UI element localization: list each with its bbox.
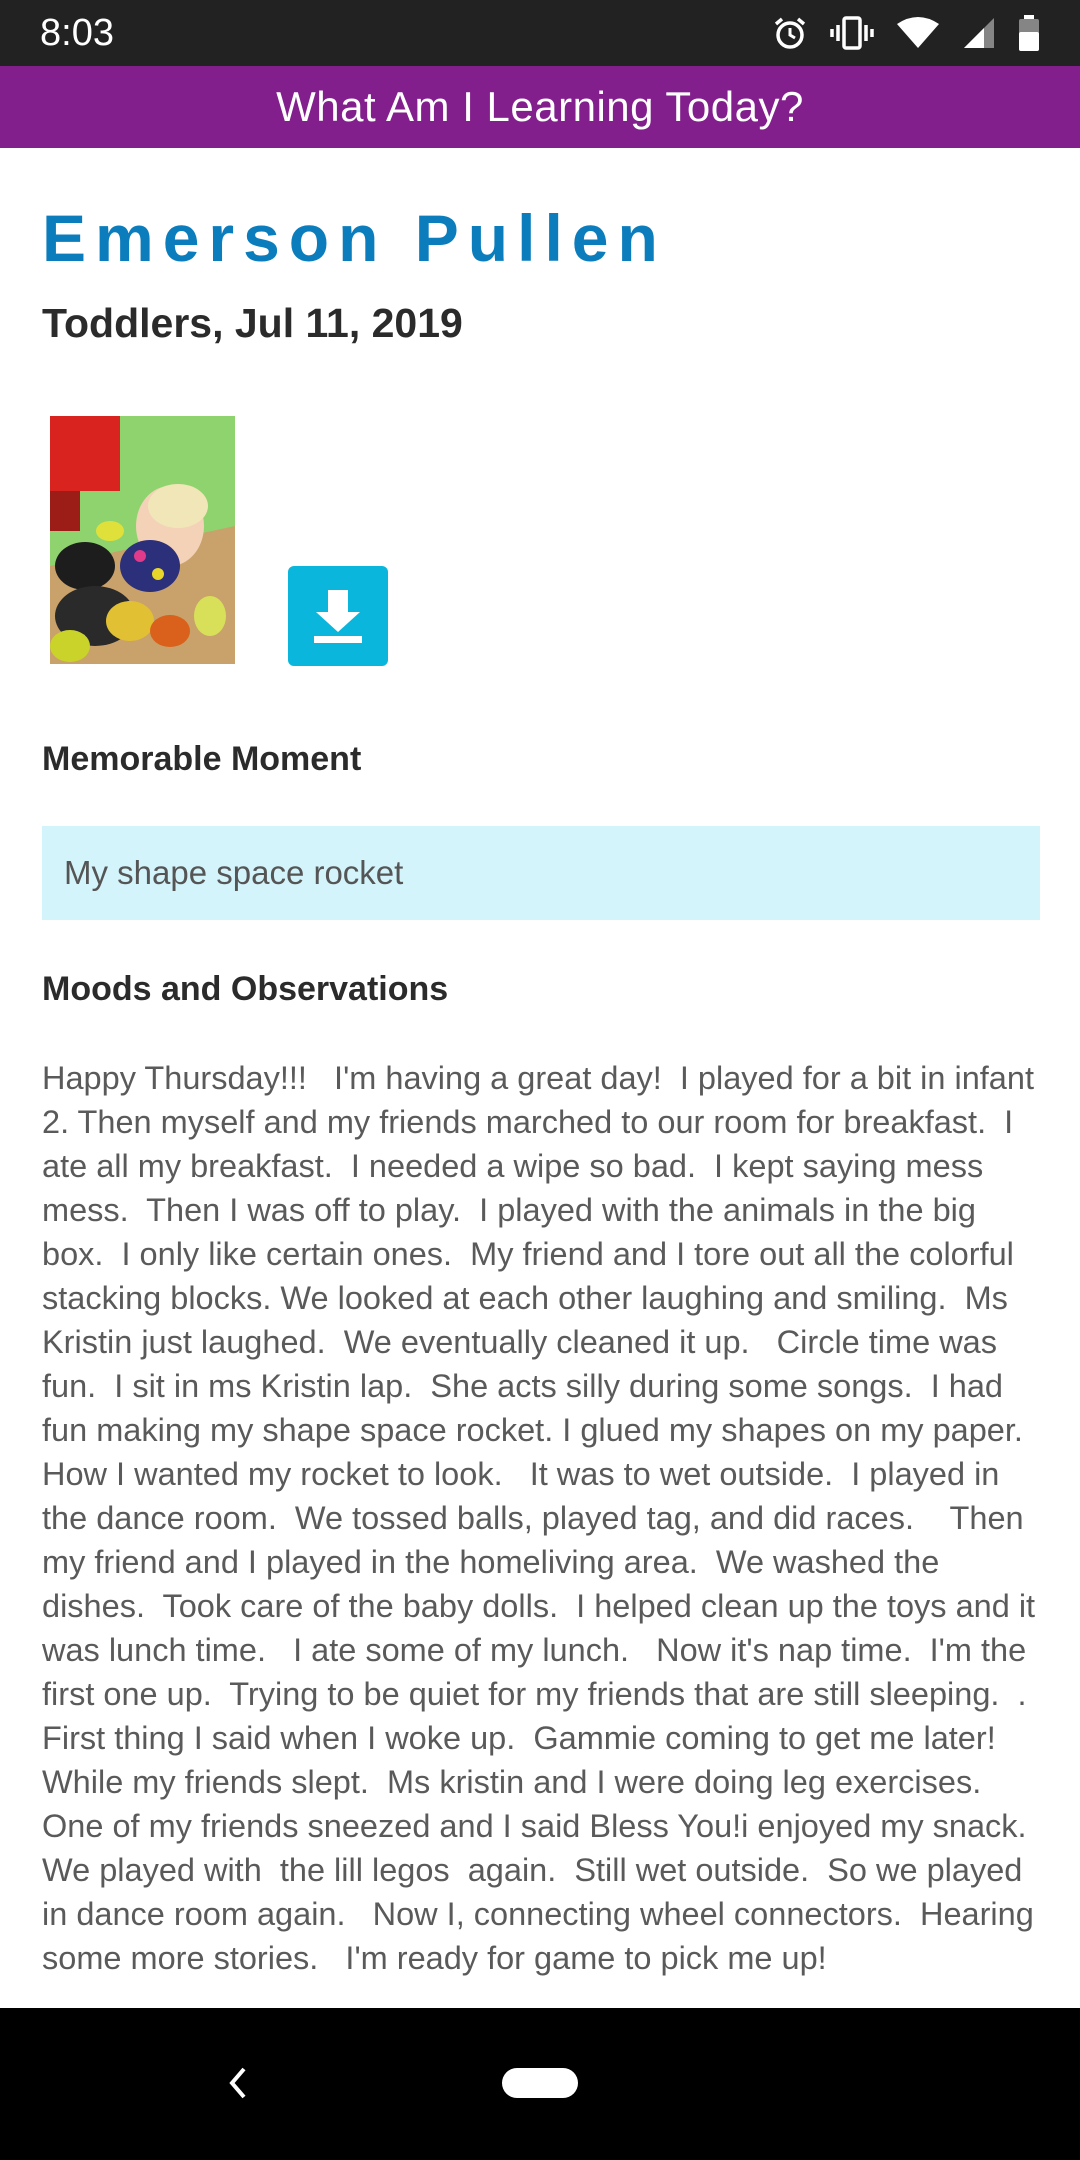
class-date: Toddlers, Jul 11, 2019 (42, 300, 463, 346)
download-icon (306, 584, 370, 648)
memorable-moment-text: My shape space rocket (64, 854, 404, 891)
moods-text: Happy Thursday!!! I'm having a great day! I played for a bit in infant 2. Then myself and my friends marched to our room for breakfast. I ate all my breakfast. I needed a wipe so bad. I kept saying mess mess. Then I was off to play. I played with the animals in the big box. I only like certain ones. My friend and I tore out all the colorful stacking blocks. We looked at each other laughing and smiling. Ms Kristin just laughed. We eventually cleaned it up. Circle time was fun. I sit in ms Kristin lap. She acts silly during some songs. I had fun making my shape space rocket. I glued my shapes on my paper. How I wanted my rocket to look. It was to wet outside. I played in the dance room. We tossed balls, played tag, and did races. Then my friend and I played in the homeliving area. We washed the dishes. Took care of the baby dolls. I helped clean up the toys and it was lunch time. I ate some of my lunch. Now it's nap time. I'm the first one up. Trying to be quiet for my friends that are still sleeping. . First thing I said when I woke up. Gammie coming to get me later! While my friends slept. Ms kristin and I were doing leg exercises. One of my friends sneezed and I said Bless You!i enjoyed my snack. We played with the lill legos again. Still wet outside. So we played in dance room again. Now I, connecting wheel connectors. Hearing some more stories. I'm ready for game to pick me up! (42, 1060, 1063, 1976)
download-button[interactable] (288, 566, 388, 666)
navigation-bar (0, 2008, 1080, 2160)
report-content (0, 148, 1080, 2008)
battery-icon (1018, 14, 1040, 52)
status-icons (772, 14, 1040, 52)
alarm-icon (772, 15, 808, 51)
child-name: Emerson Pullen (42, 201, 667, 275)
child-photo[interactable] (50, 416, 235, 664)
memorable-moment-title: Memorable Moment (42, 740, 362, 778)
app-bar (0, 66, 1080, 148)
memorable-moment-box (42, 826, 1040, 920)
vibrate-icon (830, 15, 874, 51)
moods-title: Moods and Observations (42, 970, 449, 1008)
status-bar (0, 0, 1080, 66)
back-button[interactable] (218, 2058, 258, 2108)
signal-icon (962, 16, 996, 50)
home-pill-icon[interactable] (502, 2068, 578, 2098)
back-chevron-icon (226, 2065, 250, 2101)
wifi-icon (896, 16, 940, 50)
app-title: What Am I Learning Today? (276, 83, 804, 130)
photo-image (50, 416, 235, 664)
status-time: 8:03 (40, 11, 114, 54)
